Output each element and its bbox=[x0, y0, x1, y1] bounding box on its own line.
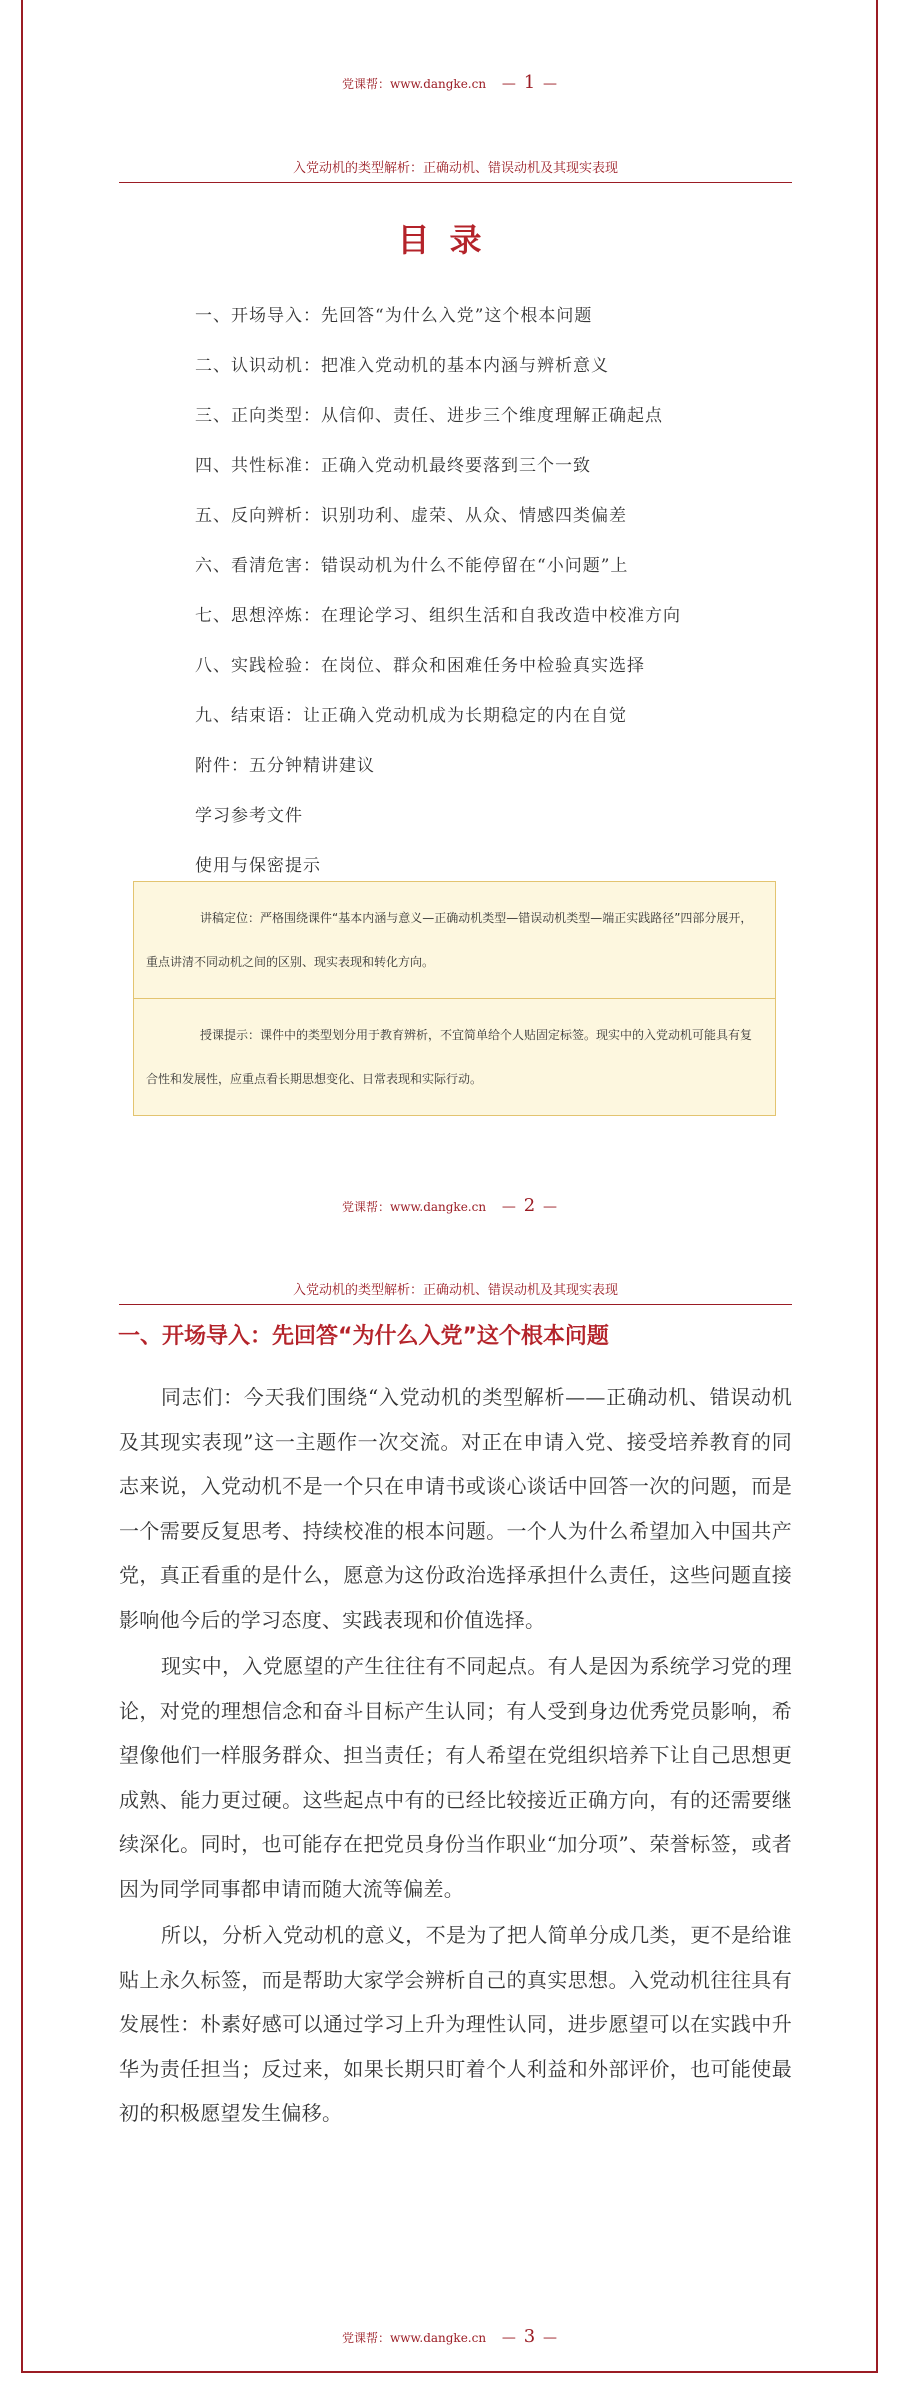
paragraph: 所以，分析入党动机的意义，不是为了把人简单分成几类，更不是给谁贴上永久标签，而是帮助大家学会辨析自己的真实思想。入党动机往往具有发展性：朴素好感可以通过学习上升为理性认同，进步愿望可以在实践中升华为责任担当；反过来，如果长期只盯着个人利益和外部评价，也可能使最初的积极愿望发生偏移。 bbox=[119, 1923, 792, 2125]
toc-item[interactable]: 五、反向辨析：识别功利、虚荣、从众、情感四类偏差 bbox=[195, 506, 627, 526]
footer-site: 党课帮：www.dangke.cn bbox=[341, 2331, 487, 2345]
page-footer bbox=[23, 2326, 876, 2347]
toc-item[interactable]: 附件：五分钟精讲建议 bbox=[195, 756, 375, 776]
note-teaching-tip: 授课提示：课件中的类型划分用于教育辨析，不宜简单给个人贴固定标签。现实中的入党动机可能具有复合性和发展性，应重点看长期思想变化、日常表现和实际行动。 bbox=[134, 998, 775, 1115]
running-header: 入党动机的类型解析：正确动机、错误动机及其现实表现 bbox=[119, 157, 792, 183]
paragraph: 同志们：今天我们围绕“入党动机的类型解析——正确动机、错误动机及其现实表现”这一主题作一次交流。对正在申请入党、接受培养教育的同志来说，入党动机不是一个只在申请书或谈心谈话中回答一次的问题，而是一个需要反复思考、持续校准的根本问题。一个人为什么希望加入中国共产党，真正看重的是什么，愿意为这份政治选择承担什么责任，这些问题直接影响他今后的学习态度、实践表现和价值选择。 bbox=[119, 1385, 792, 1632]
page-footer bbox=[23, 72, 876, 93]
toc-item[interactable]: 使用与保密提示 bbox=[195, 856, 321, 876]
toc-item[interactable]: 四、共性标准：正确入党动机最终要落到三个一致 bbox=[195, 456, 591, 476]
section-title: 一、开场导入：先回答“为什么入党”这个根本问题 bbox=[118, 1324, 609, 1349]
footer-dash: — bbox=[501, 76, 516, 92]
footer-site: 党课帮：www.dangke.cn bbox=[341, 77, 487, 91]
toc-list bbox=[195, 291, 681, 891]
page-number: 2 bbox=[523, 1195, 536, 1216]
toc-item[interactable]: 八、实践检验：在岗位、群众和困难任务中检验真实选择 bbox=[195, 656, 645, 676]
paragraph: 现实中，入党愿望的产生往往有不同起点。有人是因为系统学习党的理论，对党的理想信念和奋斗目标产生认同；有人受到身边优秀党员影响，希望像他们一样服务群众、担当责任；有人希望在党组织培养下让自己思想更成熟、能力更过硬。这些起点中有的已经比较接近正确方向，有的还需要继续深化。同时，也可能存在把党员身份当作职业“加分项”、荣誉标签，或者因为同学同事都申请而随大流等偏差。 bbox=[119, 1654, 792, 1901]
section-body bbox=[119, 1375, 792, 2138]
toc-item[interactable]: 一、开场导入：先回答“为什么入党”这个根本问题 bbox=[195, 306, 593, 326]
footer-site: 党课帮：www.dangke.cn bbox=[341, 1200, 487, 1214]
toc-item[interactable]: 六、看清危害：错误动机为什么不能停留在“小问题”上 bbox=[195, 556, 629, 576]
page-1 bbox=[21, 0, 878, 125]
footer-dash: — bbox=[543, 2330, 558, 2346]
page-3 bbox=[21, 1245, 878, 2373]
page-number: 1 bbox=[523, 72, 536, 93]
footer-dash: — bbox=[543, 76, 558, 92]
toc-title: 目录 bbox=[397, 221, 502, 259]
running-header: 入党动机的类型解析：正确动机、错误动机及其现实表现 bbox=[119, 1279, 792, 1305]
toc-item[interactable]: 三、正向类型：从信仰、责任、进步三个维度理解正确起点 bbox=[195, 406, 663, 426]
footer-dash: — bbox=[543, 1199, 558, 1215]
toc-item[interactable]: 二、认识动机：把准入党动机的基本内涵与辨析意义 bbox=[195, 356, 609, 376]
notes-box bbox=[133, 881, 776, 1116]
page-footer bbox=[23, 1195, 876, 1216]
footer-dash: — bbox=[501, 1199, 516, 1215]
toc-item[interactable]: 学习参考文件 bbox=[195, 806, 303, 826]
page-2 bbox=[21, 123, 878, 1247]
footer-dash: — bbox=[501, 2330, 516, 2346]
page-number: 3 bbox=[523, 2326, 536, 2347]
note-positioning: 讲稿定位：严格围绕课件“基本内涵与意义—正确动机类型—错误动机类型—端正实践路径”四部分展开，重点讲清不同动机之间的区别、现实表现和转化方向。 bbox=[146, 911, 753, 969]
toc-item[interactable]: 七、思想淬炼：在理论学习、组织生活和自我改造中校准方向 bbox=[195, 606, 681, 626]
toc-item[interactable]: 九、结束语：让正确入党动机成为长期稳定的内在自觉 bbox=[195, 706, 627, 726]
